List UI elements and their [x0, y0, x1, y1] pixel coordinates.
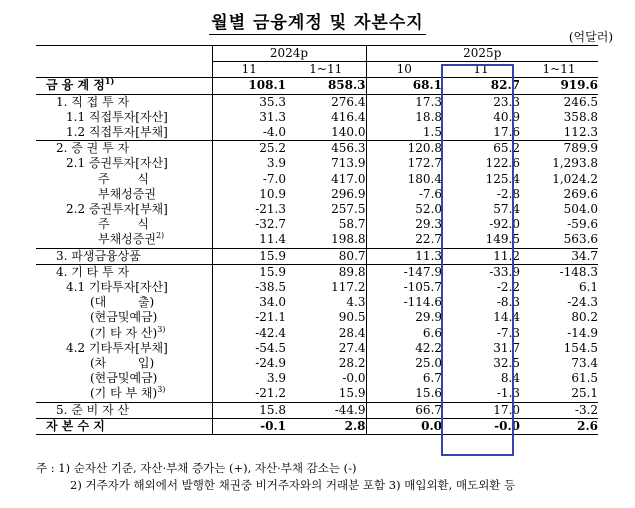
row-label	[36, 202, 212, 217]
row-label	[36, 341, 212, 356]
cell-value: 117.2	[331, 280, 366, 295]
cell-value: 80.2	[571, 310, 599, 325]
cell-value: -7.6	[366, 187, 442, 202]
row-label-text: 5. 준 비 자 산	[56, 402, 130, 417]
cell-value: 17.0	[442, 402, 520, 418]
cell-value: 149.5	[485, 232, 521, 247]
cell-value: -24.9	[212, 356, 286, 371]
row-label	[36, 125, 212, 141]
row-label	[36, 326, 212, 341]
row-label-text: 2.2 증권투자[부채]	[66, 202, 168, 217]
row-label	[36, 402, 212, 418]
row-label-text: (대 출)	[90, 295, 155, 310]
cell-value: 27.4	[338, 340, 366, 355]
table-row	[36, 94, 598, 110]
row-label	[36, 217, 212, 232]
table-row	[36, 125, 598, 141]
cell-value: 8.4	[500, 371, 521, 386]
header-col: 1~11	[520, 62, 598, 78]
cell-value: 1.5	[366, 125, 442, 141]
cell-value: 18.8	[366, 110, 442, 125]
row-label-text: (기 타 자 산)	[90, 325, 158, 340]
table-row	[36, 310, 598, 325]
cell-value: 68.1	[366, 78, 442, 94]
row-label-text: 2.1 증권투자[자산]	[66, 156, 168, 171]
unit-label: (억달러)	[568, 30, 613, 44]
cell-value: 3.9	[212, 371, 286, 386]
cell-value: -147.9	[366, 264, 442, 280]
cell-value: -105.7	[366, 280, 442, 295]
row-label	[36, 232, 212, 248]
table-row	[36, 264, 598, 280]
cell-value: 172.7	[366, 156, 442, 171]
cell-value: -7.3	[496, 325, 521, 340]
cell-value: 14.4	[493, 310, 521, 325]
cell-value: 25.1	[571, 386, 599, 401]
table-row	[36, 141, 598, 157]
row-label	[36, 110, 212, 125]
header-col: 10	[366, 62, 442, 78]
table-row	[36, 78, 598, 94]
row-label	[36, 187, 212, 202]
cell-value: 154.5	[563, 340, 599, 355]
row-label-text: 4.1 기타투자[자산]	[66, 280, 168, 295]
cell-value: -92.0	[489, 217, 521, 232]
cell-value: 73.4	[571, 356, 599, 371]
cell-value: 6.1	[578, 280, 599, 295]
footnote-marker: 3)	[157, 386, 166, 395]
table-row	[36, 110, 598, 125]
row-label-text: (현금및예금)	[90, 371, 158, 386]
cell-value: 15.8	[212, 402, 286, 418]
cell-value: -0.1	[212, 418, 286, 434]
table-row	[36, 418, 598, 434]
cell-value: 120.8	[366, 141, 442, 157]
cell-value: 296.9	[331, 186, 366, 201]
row-label-text: 1.2 직접투자[부채]	[66, 125, 168, 140]
cell-value: -4.0	[212, 125, 286, 141]
cell-value: 23.3	[442, 94, 520, 110]
cell-value: 15.9	[212, 248, 286, 264]
cell-value: 125.4	[485, 171, 521, 186]
cell-value: -8.3	[496, 295, 521, 310]
cell-value: -3.2	[520, 402, 598, 418]
cell-value: 1,293.8	[552, 156, 599, 171]
cell-value: 108.1	[212, 78, 286, 94]
table-row	[36, 217, 598, 232]
cell-value: 29.3	[366, 217, 442, 232]
cell-value: 32.5	[493, 356, 521, 371]
cell-value: -114.6	[366, 295, 442, 310]
table-row	[36, 202, 598, 217]
header-col: 11	[212, 62, 286, 78]
cell-value: 40.9	[493, 109, 521, 124]
cell-value: 15.9	[212, 264, 286, 280]
cell-value: 61.5	[571, 371, 599, 386]
row-label-text: (차 입)	[90, 356, 155, 371]
row-label-text: 4.2 기타투자[부채]	[66, 340, 168, 355]
cell-value: 25.0	[366, 356, 442, 371]
cell-value: 17.6	[493, 125, 521, 140]
cell-value: -148.3	[520, 264, 598, 280]
cell-value: 2.8	[286, 418, 366, 434]
row-label	[36, 371, 212, 386]
cell-value: 22.7	[366, 232, 442, 248]
cell-value: -24.3	[567, 295, 599, 310]
cell-value: 122.6	[485, 156, 521, 171]
row-label	[36, 310, 212, 325]
cell-value: -33.9	[442, 264, 520, 280]
row-label-text: 2. 증 권 투 자	[56, 141, 130, 156]
table-row	[36, 232, 598, 248]
cell-value: -0.0	[342, 371, 366, 386]
cell-value: -44.9	[286, 402, 366, 418]
cell-value: 11.3	[366, 248, 442, 264]
row-label	[36, 295, 212, 310]
cell-value: 34.7	[520, 248, 598, 264]
row-label	[36, 141, 212, 157]
row-label-text: 4. 기 타 투 자	[56, 264, 130, 279]
cell-value: 15.6	[366, 386, 442, 402]
table-row	[36, 295, 598, 310]
header-blank	[36, 46, 212, 78]
footnote-marker: 2)	[155, 232, 165, 241]
cell-value: 17.3	[366, 94, 442, 110]
cell-value: 112.3	[563, 125, 599, 140]
cell-value: 31.7	[493, 340, 521, 355]
table-row	[36, 187, 598, 202]
cell-value: 358.8	[563, 109, 599, 124]
cell-value: 858.3	[327, 78, 366, 93]
cell-value: 246.5	[520, 94, 598, 110]
cell-value: -21.1	[212, 310, 286, 325]
cell-value: 919.6	[560, 78, 599, 93]
cell-value: 58.7	[338, 217, 366, 232]
cell-value: 6.7	[366, 371, 442, 386]
table-row	[36, 371, 598, 386]
cell-value: 66.7	[366, 402, 442, 418]
cell-value: 713.9	[331, 156, 366, 171]
row-label	[36, 386, 212, 402]
row-label	[36, 248, 212, 264]
row-label-text: 금 융 계 정	[46, 78, 105, 93]
cell-value: -14.9	[567, 325, 599, 340]
cell-value: -21.3	[212, 202, 286, 217]
cell-value: 180.4	[366, 172, 442, 187]
cell-value: -1.3	[496, 386, 521, 401]
cell-value: 4.3	[346, 295, 366, 310]
cell-value: 269.6	[563, 186, 599, 201]
cell-value: 276.4	[286, 94, 366, 110]
cell-value: 140.0	[331, 125, 366, 140]
cell-value: 504.0	[563, 202, 599, 217]
cell-value: -32.7	[212, 217, 286, 232]
row-label	[36, 172, 212, 187]
cell-value: 1,024.2	[552, 171, 599, 186]
cell-value: 789.9	[520, 141, 598, 157]
cell-value: 417.0	[331, 171, 366, 186]
footnotes	[36, 460, 515, 494]
cell-value: -7.0	[212, 172, 286, 187]
page-title: 월별 금융계정 및 자본수지	[211, 13, 424, 33]
cell-value: 0.0	[366, 418, 442, 434]
cell-value: 563.6	[563, 232, 599, 247]
cell-value: 65.2	[442, 141, 520, 157]
row-label	[36, 94, 212, 110]
table-row	[36, 341, 598, 356]
row-label-text: 1.1 직접투자[자산]	[66, 109, 168, 124]
row-label-text: 3. 파생금융상품	[56, 248, 141, 263]
cell-value: 82.7	[490, 78, 521, 93]
header-col: 1~11	[286, 62, 366, 78]
cell-value: -59.6	[567, 217, 599, 232]
row-label	[36, 156, 212, 171]
table-row	[36, 386, 598, 402]
table-row	[36, 402, 598, 418]
cell-value: 6.6	[366, 326, 442, 341]
table-row	[36, 172, 598, 187]
cell-value: 57.4	[493, 202, 521, 217]
footnote-line: 2) 거주자가 해외에서 발행한 채권중 비거주자와의 거래분 포함 3) 매입외환, 매도외환 등	[70, 478, 516, 492]
row-label	[36, 356, 212, 371]
cell-value: 29.9	[366, 310, 442, 325]
row-label	[36, 280, 212, 295]
cell-value: 198.8	[331, 232, 366, 247]
row-label-text: (현금및예금)	[90, 310, 158, 325]
cell-value: 10.9	[212, 187, 286, 202]
cell-value: -42.4	[212, 326, 286, 341]
row-label-text: 1. 직 접 투 자	[56, 94, 130, 109]
cell-value: 28.4	[338, 325, 366, 340]
cell-value: -38.5	[212, 280, 286, 295]
cell-value: 34.0	[212, 295, 286, 310]
cell-value: 3.9	[212, 156, 286, 171]
cell-value: -21.2	[212, 386, 286, 402]
cell-value: 31.3	[212, 110, 286, 125]
row-label-text: 부채성증권	[98, 232, 156, 247]
cell-value: -54.5	[212, 341, 286, 356]
cell-value: 456.3	[286, 141, 366, 157]
row-label	[36, 78, 212, 94]
table-row	[36, 356, 598, 371]
row-label-text: 자 본 수 지	[46, 418, 105, 433]
cell-value: -0.0	[442, 418, 520, 434]
row-label-text: 주 식	[98, 217, 149, 232]
table-body	[36, 78, 598, 435]
table-row	[36, 280, 598, 295]
table-row	[36, 156, 598, 171]
cell-value: 257.5	[331, 202, 366, 217]
cell-value: 11.4	[212, 232, 286, 248]
cell-value: 2.6	[520, 418, 598, 434]
row-label-text: 주 식	[98, 171, 149, 186]
cell-value: 11.2	[442, 248, 520, 264]
footnote-line: 주 : 1) 순자산 기준, 자산·부채 증가는 (+), 자산·부채 감소는 (-)	[36, 461, 357, 475]
table-row	[36, 326, 598, 341]
row-label	[36, 264, 212, 280]
row-label	[36, 418, 212, 434]
cell-value: 90.5	[338, 310, 366, 325]
cell-value: 416.4	[331, 109, 366, 124]
cell-value: 80.7	[286, 248, 366, 264]
cell-value: 15.9	[338, 386, 366, 401]
row-label-text: 부채성증권	[98, 186, 156, 201]
cell-value: 52.0	[366, 202, 442, 217]
header-year-2025: 2025p	[366, 46, 598, 62]
cell-value: 89.8	[286, 264, 366, 280]
footnote-marker: 1)	[104, 77, 115, 87]
cell-value: -2.2	[496, 280, 521, 295]
cell-value: -2.8	[496, 186, 521, 201]
cell-value: 42.2	[366, 341, 442, 356]
table-row	[36, 248, 598, 264]
cell-value: 25.2	[212, 141, 286, 157]
header-col: 11	[442, 62, 520, 78]
financial-account-table	[36, 45, 598, 435]
cell-value: 35.3	[212, 94, 286, 110]
row-label-text: (기 타 부 채)	[90, 386, 158, 401]
footnote-marker: 3)	[157, 325, 166, 334]
header-year-2024: 2024p	[212, 46, 366, 62]
cell-value: 28.2	[338, 356, 366, 371]
